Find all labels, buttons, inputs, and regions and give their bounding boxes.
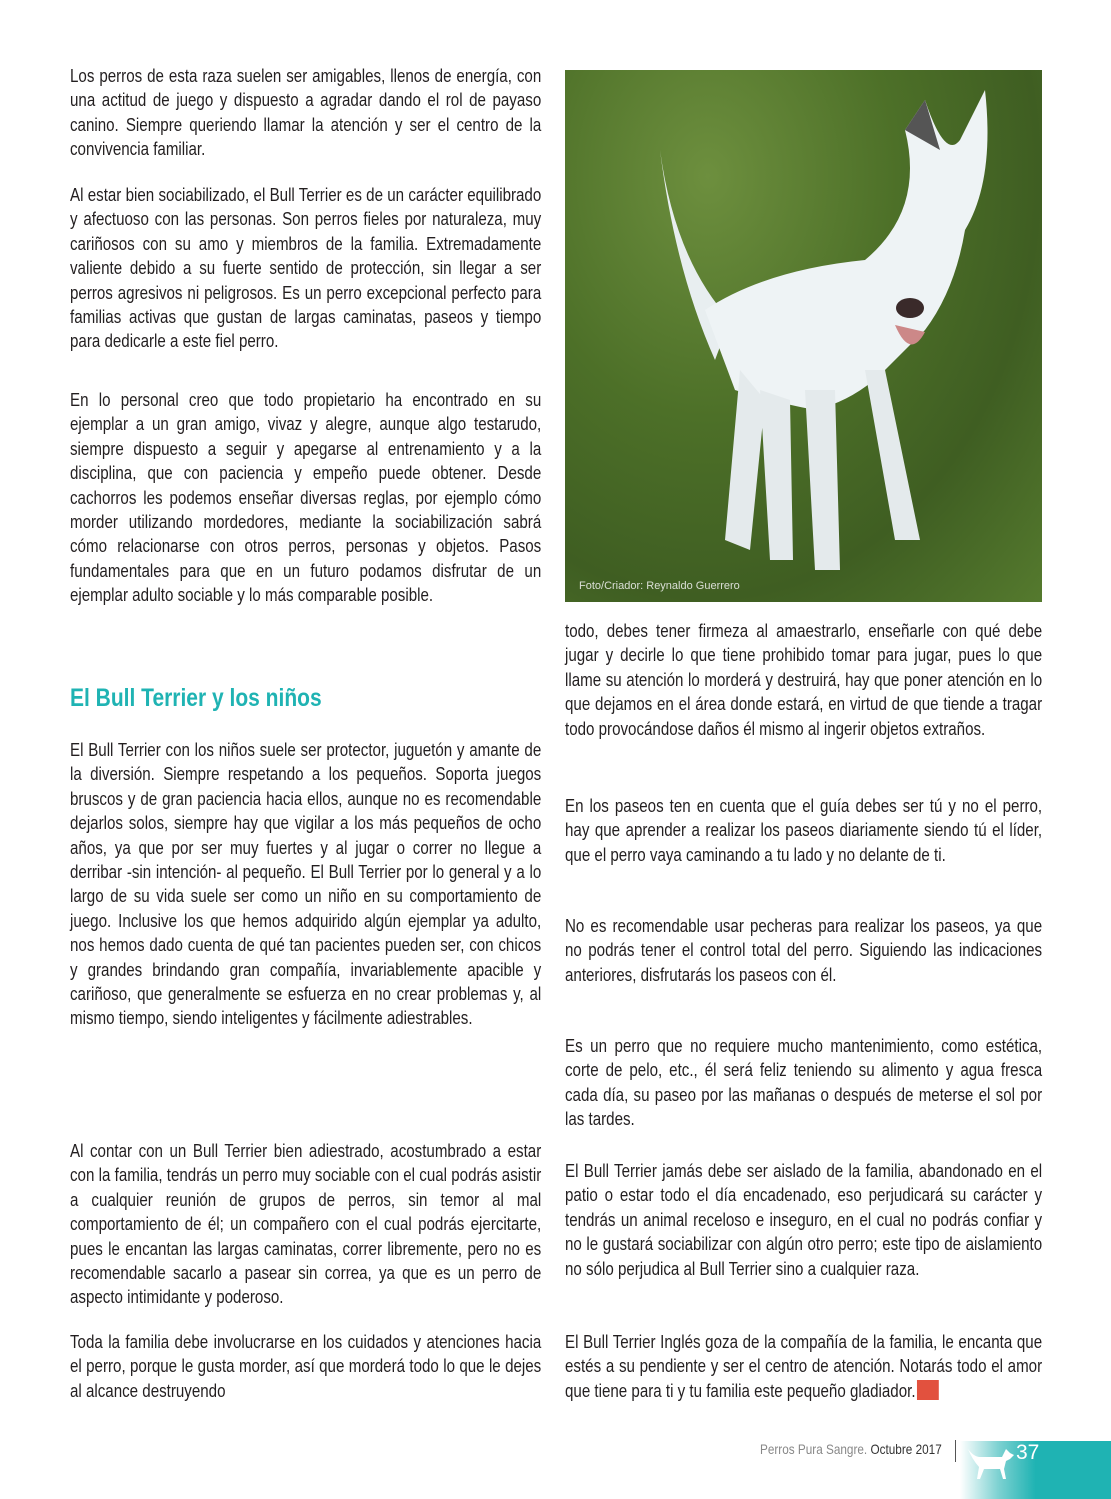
- paragraph: Toda la familia debe involucrarse en los cuidados y atenciones hacia el perro, porque le gusta morder, así que morderá todo lo que le dejes al alcance destruyendo: [70, 1332, 542, 1401]
- footer-publication: [760, 1441, 942, 1457]
- photo-caption: Foto/Criador: Reynaldo Guerrero: [579, 580, 740, 592]
- paragraph: No es recomendable usar pecheras para realizar los paseos, ya que no podrás tener el control total del perro. Siguiendo las indicaciones anteriores, disfrutarás los paseos con él.: [565, 916, 1043, 985]
- bull-terrier-photo: [565, 70, 1042, 602]
- paragraph: En los paseos ten en cuenta que el guía debes ser tú y no el perro, hay que aprender a realizar los paseos diariamente siendo tú el líder, que el perro vaya caminando a tu lado y no delante de ti.: [565, 796, 1043, 865]
- magazine-name: Perros Pura Sangre.: [760, 1441, 868, 1457]
- paragraph-text: El Bull Terrier Inglés goza de la compañía de la familia, le encanta que estés a su pendiente y ser el centro de atención. Notarás todo el amor que tiene para ti y tu familia este pequeño gladiador.: [565, 1332, 1043, 1401]
- paragraph: El Bull Terrier con los niños suele ser protector, juguetón y amante de la diversión. Siempre respetando a los pequeños. Soporta juegos bruscos y de gran paciencia hacia ellos, aunque no es recomendable dejarlos solos, siempre hay que vigilar a los más pequeños de ocho años, ya que por ser muy fuertes y al jugar o correr no llegue a derribar -sin intención- al pequeño. El Bull Terrier por lo general y a lo largo de su vida suele ser como un niño en su comportamiento de juego. Inclusive los que hemos adquirido algún ejemplar ya adulto, nos hemos dado cuenta de qué tan pacientes pueden ser, con chicos y grandes brindando gran compañía, invariablemente apacible y cariñoso, que generalmente se esfuerza en no crear problemas y, al mismo tiempo, siendo inteligentes y fácilmente adiestrables.: [70, 740, 542, 1029]
- paragraph: En lo personal creo que todo propietario ha encontrado en su ejemplar a un gran amigo, vivaz y alegre, aunque algo testarudo, siempre dispuesto a seguir y apegarse al entrenamiento y a la disciplina, que con paciencia y empeño puede obtener. Desde cachorros les podemos enseñar diversas reglas, por ejemplo cómo morder utilizando mordedores, mediante la sociabilización sabrá cómo relacionarse con otros perros, personas y objetos. Pasos fundamentales para que en un futuro podamos disfrutar de un ejemplar adulto sociable y lo más comparable posible.: [70, 390, 542, 606]
- paragraph: Es un perro que no requiere mucho mantenimiento, como estética, corte de pelo, etc., él será feliz teniendo su alimento y agua fresca cada día, su paseo por las mañanas o después de meterse el sol por las tardes.: [565, 1036, 1043, 1130]
- paragraph: Los perros de esta raza suelen ser amigables, llenos de energía, con una actitud de juego y dispuesto a agradar dando el rol de payaso canino. Siempre queriendo llamar la atención y ser el centro de la convivencia familiar.: [70, 66, 542, 160]
- page-number: 37: [1016, 1441, 1040, 1464]
- footer-divider: [955, 1440, 956, 1462]
- paragraph: El Bull Terrier jamás debe ser aislado de la familia, abandonado en el patio o estar todo el día encadenado, eso perjudicará su carácter y tendrás un animal receloso e inseguro, en el cual no podrás confiar y no le gustará sociabilizar con algún otro perro; este tipo de aislamiento no sólo perjudica al Bull Terrier sino a cualquier raza.: [565, 1161, 1043, 1279]
- end-mark-icon: [917, 1380, 939, 1400]
- dog-illustration: [565, 70, 1042, 602]
- section-heading: El Bull Terrier y los niños: [70, 684, 322, 712]
- paragraph: todo, debes tener firmeza al amaestrarlo, enseñarle con qué debe jugar y decirle lo que tiene prohibido tomar para jugar, pues lo que llame su atención lo morderá y destruirá, hay que poner atención en lo que dejamos en el área donde estará, en virtud de que tiende a tragar todo provocándose daños él mismo al ingerir objetos extraños.: [565, 621, 1043, 739]
- issue-date: Octubre 2017: [870, 1441, 942, 1457]
- paragraph-final: [565, 1330, 1042, 1403]
- dog-silhouette-icon: [966, 1445, 1016, 1485]
- paragraph: Al contar con un Bull Terrier bien adiestrado, acostumbrado a estar con la familia, tendrás un perro muy sociable con el cual podrás asistir a cualquier reunión de grupos de perros, sin temor al mal comportamiento de él; un compañero con el cual podrás ejercitarte, pues le encantan las largas caminatas, correr libremente, pero no es recomendable sacarlo a pasear sin correa, ya que es un perro de aspecto intimidante y poderoso.: [70, 1141, 542, 1308]
- paragraph: Al estar bien sociabilizado, el Bull Terrier es de un carácter equilibrado y afectuoso con las personas. Son perros fieles por naturaleza, muy cariñosos con su amo y miembros de la familia. Extremadamente valiente debido a su fuerte sentido de protección, sin llegar a ser perros agresivos ni peligrosos. Es un perro excepcional perfecto para familias activas que gustan de largas caminatas, paseos y tiempo para dedicarle a este fiel perro.: [70, 185, 542, 352]
